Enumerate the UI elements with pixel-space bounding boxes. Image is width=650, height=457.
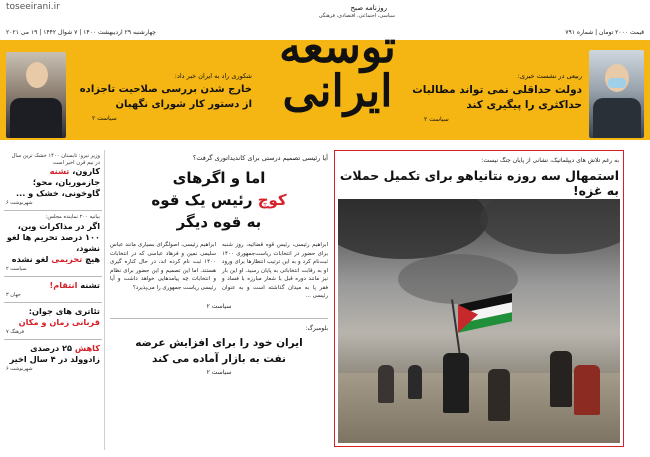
headline-text: تشنه [80,279,100,290]
flag-triangle [458,300,478,332]
story-kicker: بلومبرگ: [305,324,328,332]
person-figure [488,369,510,421]
headline-text: کارون، [72,166,100,176]
headline-line: دولت حداقلی نمی تواند مطالبات [412,84,582,96]
headline-text: هیچ [85,253,100,264]
section-ref: جهان ۳ [6,292,21,298]
smoke-cloud [480,199,620,254]
lead-headline[interactable] [110,168,328,233]
gaza-protest-photo [338,199,620,443]
section-ref: سیاست ۲ [206,302,232,310]
headline-red-line: قربانی زمان و مکان [18,317,100,328]
section-ref: سیاست ۲ [92,115,117,122]
story-headline [6,343,100,354]
body-column: ابراهیم رئیسی، اصولگرای بسیاری مانند عباس سلیمی نمین و فرهاد عباسی که در انتخابات ۱۴۰۰ ثبت نام کرده اند، در حال کناره گیری هستند. اما این تصمیم و این حضور برای نظام و انتخابات چه پیامدهایی خواهد داشت و آیا رئیسی ریاست جمهوری را می‌پذیرد؟ [110,242,216,291]
headline-line: گاوخونی، خشک و ... [15,188,100,199]
oil-headline[interactable] [110,336,328,368]
sidebar-story-water[interactable] [4,150,102,211]
price-issue: قیمت ۲۰۰۰ تومان | شماره ۷۹۱ [565,29,644,36]
rabiei-photo [589,50,644,138]
headline-line: به قوه دیگر [176,212,262,231]
story-headline [6,166,100,177]
sidebar-story-sanctions[interactable] [4,211,102,277]
body-column: ابراهیم رئیسی، رئیس قوه قضائیه، روز شنبه برای حضور در انتخابات ریاست‌جمهوری ۱۴۰۰ ثبت‌نام کرد و به این ترتیب انتظارها برای ورود او به رقابت انتخاباتی به پایان رسید. او این بار نیز مانند دوره قبل با شعار مبارزه با فساد و فقر پا به میدان گذاشته است و به عنوان رئیسی ... [222,242,328,300]
shakourirad-photo [6,52,66,138]
story-kicker: وزیر نیرو: تابستان ۱۴۰۰ خشک ترین سال در نیم قرن اخیر است [11,153,100,166]
headline-line: اگر در مذاکرات وین، [17,220,100,231]
sidebar-story-revenge[interactable] [4,277,102,303]
paper-description: سیاسی، اجتماعی، اقتصادی، فرهنگی [318,13,395,19]
headline-line: از دستور کار شورای نگهبان [115,98,252,110]
headline-text: لغو نشده [11,253,49,264]
headline-red-text: کوچ [257,190,287,209]
story-headline [72,83,252,112]
face-mask-shape [608,78,626,88]
person-figure [574,365,600,415]
newspaper-logo: توسعه ایرانی [279,22,396,117]
headline-red-text: کاهش [74,343,100,354]
headline-line: نفت به بازار آماده می کند [152,352,286,365]
person-figure [408,365,422,399]
headline-line: حداکثری را پیگیری کند [466,99,582,112]
headline-red-text: انتقام! [49,279,78,290]
story-kicker: آیا رئیسی تصمیم درستی برای کاندیداتوری گرفت؟ [192,154,328,162]
story-kicker: بیانیه ۲۰۰ نماینده مجلس: [45,214,100,221]
person-figure [550,351,572,407]
headline-line: تئاتری های جوان: [28,306,100,316]
website-url[interactable]: toseeirani.ir [6,2,60,12]
face-shape [26,62,48,88]
body-columns [110,241,328,301]
section-ref: شهرنوشت ۶ [6,366,33,373]
smoke-cloud [338,199,488,259]
headline-text: ۲۵ درصدی [30,343,73,354]
section-ref: شهرنوشت ۶ [6,200,33,207]
headline-red-text: تشنه [49,166,70,176]
middle-column [110,150,328,376]
paper-type: روزنامه صبح [350,4,387,12]
band-story-left[interactable] [72,72,252,122]
headline-line: جازموریان، محو؛ [32,177,100,188]
divider [110,318,328,319]
story-kicker: به رغم تلاش های دیپلماتیک، نشانی از پایان جنگ نیست: [481,157,619,164]
headline-line: ۱۰۰ درصد تحریم ها لغو نشود، [6,231,100,253]
headline-line: خارج شدن بررسی صلاحیت تاجزاده [79,84,252,95]
section-ref: سیاست ۲ [206,369,232,377]
sidebar-story-birthrate[interactable] [4,340,102,376]
sidebar-story-theater[interactable] [4,303,102,340]
section-ref: فرهنگ ۷ [6,329,25,336]
suit-shape [10,98,62,138]
person-figure [378,365,394,403]
sidebar-column [4,150,102,376]
headline-line [6,254,100,265]
section-ref: سیاست ۲ [6,265,27,272]
person-figure [443,353,469,413]
headline-line: ایران خود را برای افزایش عرضه [135,336,303,349]
story-kicker: ربیعی در نشست خبری: [517,72,582,80]
headline-line: اما و اگرهای [172,169,266,187]
column-divider [104,150,105,450]
story-kicker: شکوری راد به ایران خبر داد: [174,72,252,80]
headline-line [110,190,328,212]
story-headline [6,280,100,291]
dateline: چهارشنبه ۲۹ اردیبهشت ۱۴۰۰ | ۷ شوال ۱۴۴۲ | ۱۹ می ۲۰۲۱ [6,29,157,36]
section-ref: سیاست ۲ [424,116,449,124]
headline-red-text: تحریمی [51,253,83,264]
headline-line: زادوولد در ۴ سال اخیر [9,354,100,365]
masthead [250,0,425,120]
main-story-box[interactable] [334,150,624,447]
main-headline: استمهال سه روزه نتانیاهو برای تکمیل حملات به غزه! [339,168,619,198]
suit-shape [593,98,641,138]
headline-text: رئیس یک قوه [151,190,253,209]
